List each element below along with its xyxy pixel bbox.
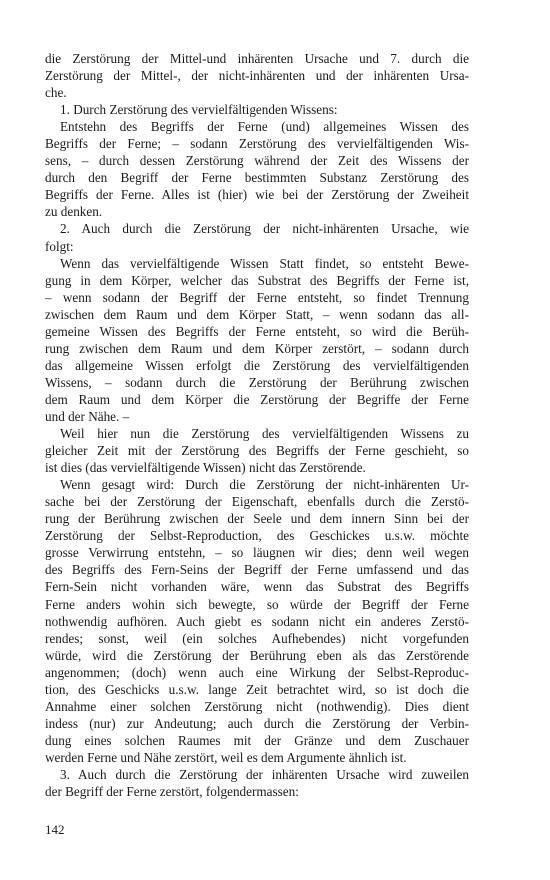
text-line: gemeine Wissen des Begriffs der Ferne entsteht, so wird die Berüh-: [45, 323, 469, 339]
text-line: zwischen dem Raum und dem Körper Statt, – wenn sodann das all-: [45, 306, 469, 322]
text-line: Zerstörung der Selbst-Reproduction, des Geschickes u.s.w. möchte: [45, 528, 469, 544]
text-line: rung zwischen dem Raum und dem Körper zerstört, – sodann durch: [45, 340, 469, 356]
text-line: die Zerstörung der Mittel-und inhärenten Ursache und 7. durch die: [45, 51, 469, 66]
text-line: tion, des Geschicks u.s.w. lange Zeit betrachtet wird, so ist doch die: [45, 681, 469, 697]
text-line: das allgemeine Wissen erfolgt die Zerstörung des vervielfältigenden: [45, 357, 469, 373]
text-line: durch den Begriff der Ferne bestimmten Substanz Zerstörung des: [45, 170, 469, 186]
text-line: gung in dem Körper, welcher das Substrat des Begriffs der Ferne ist,: [45, 272, 469, 288]
text-line: werden Ferne und Nähe zerstört, weil es dem Argumente ähnlich ist.: [45, 749, 407, 765]
text-line: 3. Auch durch die Zerstörung der inhärenten Ursache wird zuweilen: [60, 766, 469, 782]
page-text-block: [45, 50, 469, 800]
text-line: des Begriffs des Fern-Seins der Begriff der Ferne umfassend und das: [45, 562, 469, 578]
text-line: Annahme einer solchen Zerstörung nicht (nothwendig). Dies dient: [45, 698, 469, 714]
text-line: Wenn das vervielfältigende Wissen Statt findet, so entsteht Bewe-: [60, 255, 469, 271]
text-line: rung der Berührung zwischen der Seele und dem innern Sinn bei der: [45, 511, 469, 527]
text-line: angenommen; (doch) wenn auch eine Wirkung der Selbst-Reproduc-: [45, 664, 469, 680]
text-line: der Begriff der Ferne zerstört, folgendermassen:: [45, 784, 299, 800]
text-line: Zerstörung der Mittel-, der nicht-inhärenten und der inhärenten Ursa-: [45, 68, 469, 84]
text-line: Begriffs der Ferne; – sodann Zerstörung des vervielfältigenden Wis-: [45, 136, 469, 152]
text-line: – wenn sodann der Begriff der Ferne entsteht, so findet Trennung: [45, 289, 469, 305]
text-line: Weil hier nun die Zerstörung des vervielfältigenden Wissens zu: [60, 426, 469, 442]
text-line: indess (nur) zur Andeutung; auch durch die Zerstörung der Verbin-: [45, 715, 469, 731]
text-line: Ferne anders wohin sich bewegte, so würde der Begriff der Ferne: [45, 596, 469, 612]
text-line: sens, – durch dessen Zerstörung während der Zeit des Wissens der: [45, 153, 469, 169]
text-line: würde, wird die Zerstörung der Berührung eben als das Zerstörende: [45, 647, 469, 663]
text-line: ist dies (das vervielfältigende Wissen) nicht das Zerstörende.: [45, 460, 366, 476]
page-number: 142: [45, 822, 65, 837]
text-line: 2. Auch durch die Zerstörung der nicht-inhärenten Ursache, wie: [60, 221, 469, 237]
text-line: nothwendig aufhören. Auch giebt es sodann nicht ein anderes Zerstö-: [45, 613, 469, 629]
text-line: rendes; sonst, weil (ein solches Aufhebendes) nicht vorgefunden: [45, 630, 469, 646]
text-line: Fern-Sein nicht vorhanden wäre, wenn das Substrat des Begriffs: [45, 579, 469, 595]
text-line: grosse Verwirrung entstehn, – so läugnen wir dies; denn weil wegen: [45, 545, 469, 561]
text-line: dung eines solchen Raumes mit der Gränze und dem Zuschauer: [45, 732, 469, 748]
text-line: zu denken.: [45, 204, 103, 220]
text-line: gleicher Zeit mit der Zerstörung des Begriffs der Ferne geschieht, so: [45, 443, 469, 459]
text-line: Entstehn des Begriffs der Ferne (und) allgemeines Wissen des: [60, 119, 469, 135]
text-line: Wissens, – sodann durch die Zerstörung der Berührung zwischen: [45, 374, 469, 390]
text-line: 1. Durch Zerstörung des vervielfältigenden Wissens:: [60, 102, 338, 118]
text-line: che.: [45, 85, 67, 101]
text-line: folgt:: [45, 238, 74, 254]
text-line: dem Raum und dem Körper die Zerstörung der Begriffe der Ferne: [45, 391, 469, 407]
text-line: sache bei der Zerstörung der Eigenschaft, ebenfalls durch die Zerstö-: [45, 494, 469, 510]
text-line: Begriffs der Ferne. Alles ist (hier) wie bei der Zerstörung der Zweiheit: [45, 187, 469, 203]
text-line: und der Nähe. –: [45, 408, 130, 424]
text-line: Wenn gesagt wird: Durch die Zerstörung der nicht-inhärenten Ur-: [60, 477, 469, 493]
